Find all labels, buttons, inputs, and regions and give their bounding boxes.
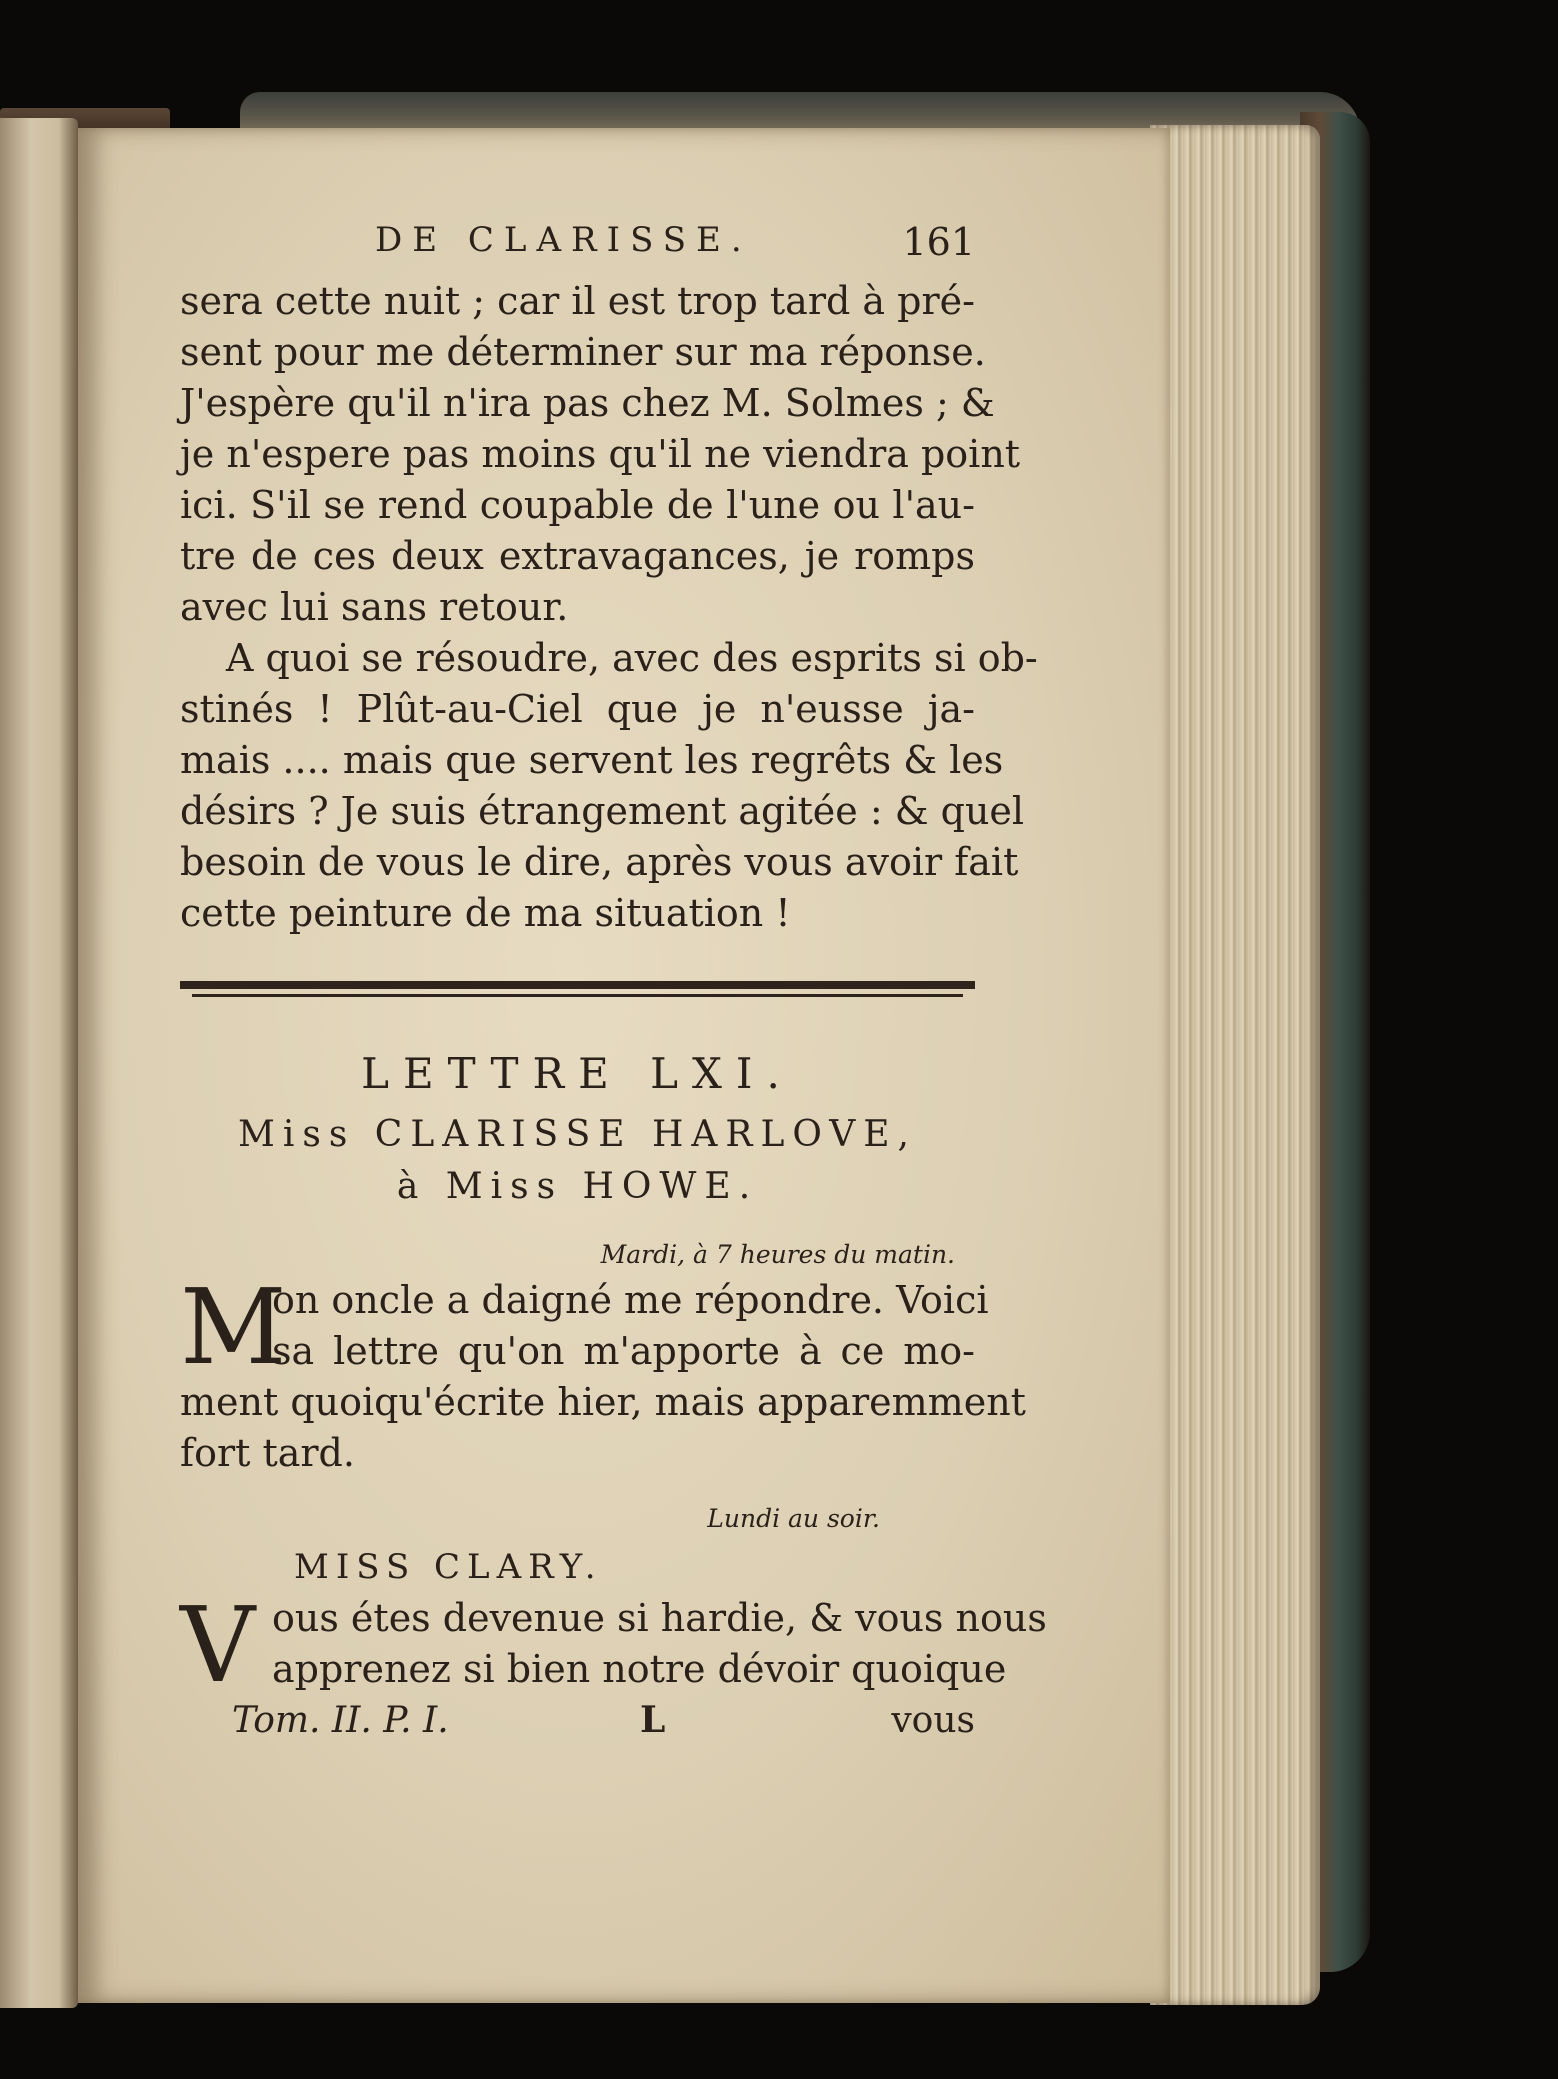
letter-recipient: à Miss HOWE. bbox=[396, 1166, 759, 1207]
signature-mark: L bbox=[640, 1699, 666, 1741]
text-line: mais .... mais que servent les regrêts & les bbox=[180, 738, 1004, 782]
text-line: sa lettre qu'on m'apporte à ce mo- bbox=[272, 1329, 975, 1373]
text-line: cette peinture de ma situation ! bbox=[180, 891, 791, 935]
catchword: vous bbox=[891, 1700, 975, 1741]
continuation-paragraph bbox=[180, 276, 1021, 633]
text-line: ment quoiqu'écrite hier, mais apparemment bbox=[180, 1380, 1026, 1424]
text-line: désirs ? Je suis étrangement agitée : & quel bbox=[180, 789, 1025, 833]
text-line: A quoi se résoudre, avec des esprits si ob- bbox=[226, 636, 1038, 680]
second-paragraph bbox=[180, 633, 1038, 939]
page-number: 161 bbox=[902, 220, 975, 264]
page-text bbox=[180, 210, 1047, 1746]
text-line: ous étes devenue si hardie, & vous nous bbox=[272, 1596, 1047, 1640]
text-line: sera cette nuit ; car il est trop tard à pré- bbox=[180, 279, 975, 323]
left-facing-page bbox=[0, 118, 78, 2008]
drop-cap: M bbox=[180, 1266, 287, 1388]
text-line: je n'espere pas moins qu'il ne viendra point bbox=[180, 432, 1021, 476]
text-line: stinés ! Plût-au-Ciel que je n'eusse ja- bbox=[180, 687, 975, 731]
drop-cap: V bbox=[180, 1584, 256, 1706]
enclosed-letter bbox=[180, 1584, 1047, 1706]
rule-thin bbox=[192, 994, 963, 997]
text-line: besoin de vous le dire, après vous avoir fait bbox=[180, 840, 1019, 884]
page-footer bbox=[180, 1695, 975, 1746]
volume-mark: Tom. II. P. I. bbox=[232, 1700, 449, 1741]
running-head bbox=[180, 210, 975, 276]
text-line: tre de ces deux extravagances, je romps bbox=[180, 534, 975, 578]
text-line: J'espère qu'il n'ira pas chez M. Solmes ; & bbox=[180, 381, 995, 425]
section-rule bbox=[180, 981, 975, 999]
text-line: sent pour me déterminer sur ma réponse. bbox=[180, 330, 986, 374]
enclosed-dateline: Lundi au soir. bbox=[707, 1504, 880, 1533]
letter-opening bbox=[180, 1266, 1026, 1479]
text-line: on oncle a daigné me répondre. Voici bbox=[272, 1278, 989, 1322]
text-line: avec lui sans retour. bbox=[180, 585, 569, 629]
letter-sender: Miss CLARISSE HARLOVE, bbox=[238, 1114, 917, 1155]
text-line: ici. S'il se rend coupable de l'une ou l'au- bbox=[180, 483, 975, 527]
running-title: DE CLARISSE. bbox=[375, 220, 752, 260]
salutation: MISS CLARY. bbox=[294, 1547, 603, 1587]
letter-title: LETTRE LXI. bbox=[361, 1049, 794, 1098]
page-block-edges bbox=[1150, 125, 1320, 2005]
text-line: apprenez si bien notre dévoir quoique bbox=[272, 1647, 1007, 1691]
text-line: fort tard. bbox=[180, 1431, 355, 1475]
rule-thick bbox=[180, 981, 975, 989]
letter-dateline: Mardi, à 7 heures du matin. bbox=[600, 1240, 955, 1269]
